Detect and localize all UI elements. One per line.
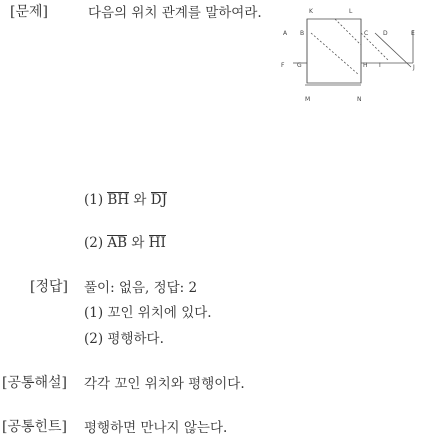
label-m: M <box>305 96 311 103</box>
answer-line-2: (1) 꼬인 위치에 있다. <box>84 305 212 321</box>
question-1-num: (1) <box>84 192 104 208</box>
label-g: G <box>297 62 302 69</box>
label-k: K <box>309 8 313 15</box>
label-e: E <box>411 30 415 37</box>
label-d: D <box>383 30 388 37</box>
answer-line-1: 풀이: 없음, 정답: 2 <box>84 280 198 296</box>
label-l: L <box>349 8 353 15</box>
label-c: C <box>364 30 369 37</box>
question-1-conj: 와 <box>133 192 147 208</box>
figure-square <box>307 19 361 83</box>
question-2-segment-1: AB <box>107 235 128 251</box>
label-n: N <box>357 96 362 103</box>
question-2-conj: 와 <box>131 235 145 251</box>
prism-figure <box>275 5 423 105</box>
question-1-segment-1: BH <box>107 192 130 208</box>
label-i: I <box>379 62 381 69</box>
label-b: B <box>300 30 305 37</box>
question-2-segment-2: HI <box>148 235 166 251</box>
label-h: H <box>363 62 368 69</box>
question-2 <box>84 231 166 251</box>
label-f: F <box>281 62 285 69</box>
hint-tag: [공통힌트] <box>2 419 68 435</box>
answer-tag: [정답] <box>30 279 68 295</box>
explanation-tag: [공통해설] <box>2 375 68 391</box>
problem-prompt: 다음의 위치 관계를 말하여라. <box>88 5 262 21</box>
figure-labels <box>281 8 415 103</box>
explanation-text: 각각 꼬인 위치와 평행이다. <box>84 376 245 392</box>
label-j: J <box>413 64 415 71</box>
problem-tag: [문제] <box>10 4 48 20</box>
question-1-segment-2: DJ <box>150 192 168 208</box>
hint-text: 평행하면 만나지 않는다. <box>84 420 228 436</box>
question-1 <box>84 188 167 208</box>
label-a: A <box>283 30 288 37</box>
answer-line-3: (2) 평행하다. <box>84 331 164 347</box>
question-2-num: (2) <box>84 235 104 251</box>
